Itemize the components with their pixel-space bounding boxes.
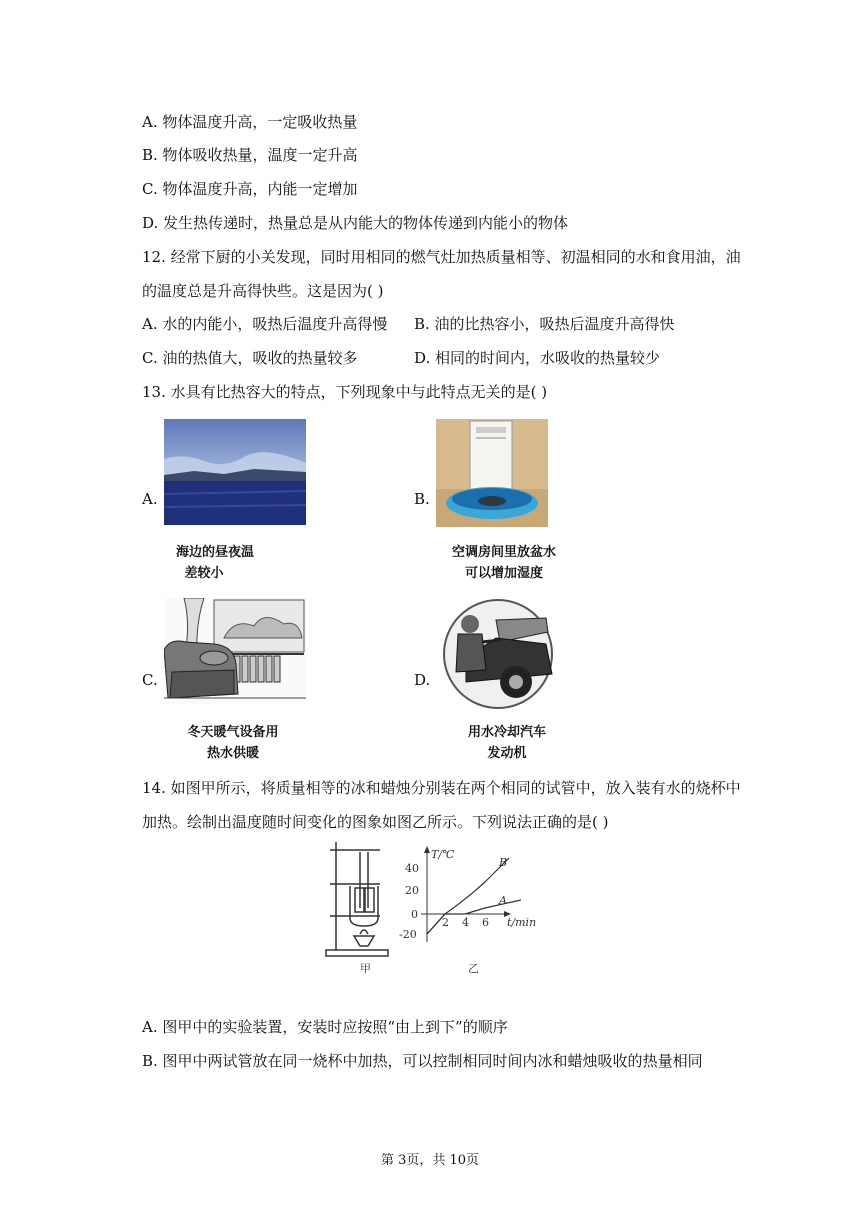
air-conditioner-basin-photo-icon (436, 419, 548, 527)
radiator-room-drawing-icon (164, 598, 306, 704)
q13-caption-c-line1: 冬天暖气设备用 (187, 725, 279, 740)
y-axis-label: T/℃ (431, 848, 455, 861)
q12-option-c: C. 油的热值大，吸收的热量较多 (142, 349, 358, 367)
q13-caption-a (160, 542, 270, 584)
q13-caption-b-line2: 可以增加湿度 (464, 566, 543, 581)
temperature-time-graph (395, 842, 545, 952)
q11-option-b: B. 物体吸收热量，温度一定升高 (142, 146, 358, 164)
y-tick-neg20: -20 (399, 928, 417, 941)
q13-caption-d-line2: 发动机 (487, 746, 527, 761)
y-tick-40: 40 (405, 862, 419, 875)
q13-caption-d (452, 722, 562, 764)
q13-letter-d: D. (414, 671, 431, 689)
q13-caption-b-line1: 空调房间里放盆水 (451, 545, 556, 560)
q14-option-b: B. 图甲中两试管放在同一烧杯中加热，可以控制相同时间内冰和蜡烛吸收的热量相同 (142, 1052, 703, 1070)
x-tick-2: 2 (442, 916, 449, 929)
q12-stem-line2: 的温度总是升高得快些。这是因为( ) (142, 282, 384, 300)
q13-letter-b: B. (414, 490, 430, 508)
curve-b-label: B (499, 856, 508, 869)
figure-caption-jia: 甲 (360, 962, 371, 975)
q12-option-d: D. 相同的时间内，水吸收的热量较少 (414, 349, 661, 367)
q14-stem-line2: 加热。绘制出温度随时间变化的图象如图乙所示。下列说法正确的是( ) (142, 813, 609, 831)
heating-apparatus-icon (322, 838, 392, 960)
q13-letter-c: C. (142, 671, 158, 689)
y-tick-0: 0 (411, 908, 418, 921)
x-axis-label: t/min (507, 916, 537, 929)
figure-caption-yi: 乙 (468, 962, 479, 975)
q11-option-c: C. 物体温度升高，内能一定增加 (142, 180, 358, 198)
q13-caption-d-line1: 用水冷却汽车 (467, 725, 546, 740)
q13-caption-c (178, 722, 288, 764)
q12-option-b: B. 油的比热容小，吸热后温度升高得快 (414, 315, 675, 333)
q13-caption-a-line2: 差较小 (184, 566, 224, 581)
q13-caption-a-line1: 海边的昼夜温 (175, 545, 254, 560)
y-tick-20: 20 (405, 884, 419, 897)
q13-caption-b (436, 542, 572, 584)
car-engine-cooling-drawing-icon (436, 598, 560, 710)
q14-option-a: A. 图甲中的实验装置，安装时应按照“由上到下”的顺序 (142, 1018, 508, 1036)
x-tick-4: 4 (462, 916, 469, 929)
x-tick-6: 6 (482, 916, 489, 929)
q12-stem-line1: 12. 经常下厨的小关发现，同时用相同的燃气灶加热质量相等、初温相同的水和食用油，油 (142, 248, 741, 266)
q11-option-a: A. 物体温度升高，一定吸收热量 (142, 113, 358, 131)
q14-stem-line1: 14. 如图甲所示，将质量相等的冰和蜡烛分别装在两个相同的试管中，放入装有水的烧杯中 (142, 779, 741, 797)
q11-option-d: D. 发生热传递时，热量总是从内能大的物体传递到内能小的物体 (142, 214, 569, 232)
q13-caption-c-line2: 热水供暖 (206, 746, 259, 761)
seaside-photo-icon (164, 419, 306, 525)
q12-option-a: A. 水的内能小，吸热后温度升高得慢 (142, 315, 388, 333)
q13-stem: 13. 水具有比热容大的特点，下列现象中与此特点无关的是( ) (142, 383, 548, 401)
curve-a-label: A (499, 894, 507, 907)
q13-letter-a: A. (142, 490, 158, 508)
page-footer: 第 3页，共 10页 (380, 1153, 480, 1168)
